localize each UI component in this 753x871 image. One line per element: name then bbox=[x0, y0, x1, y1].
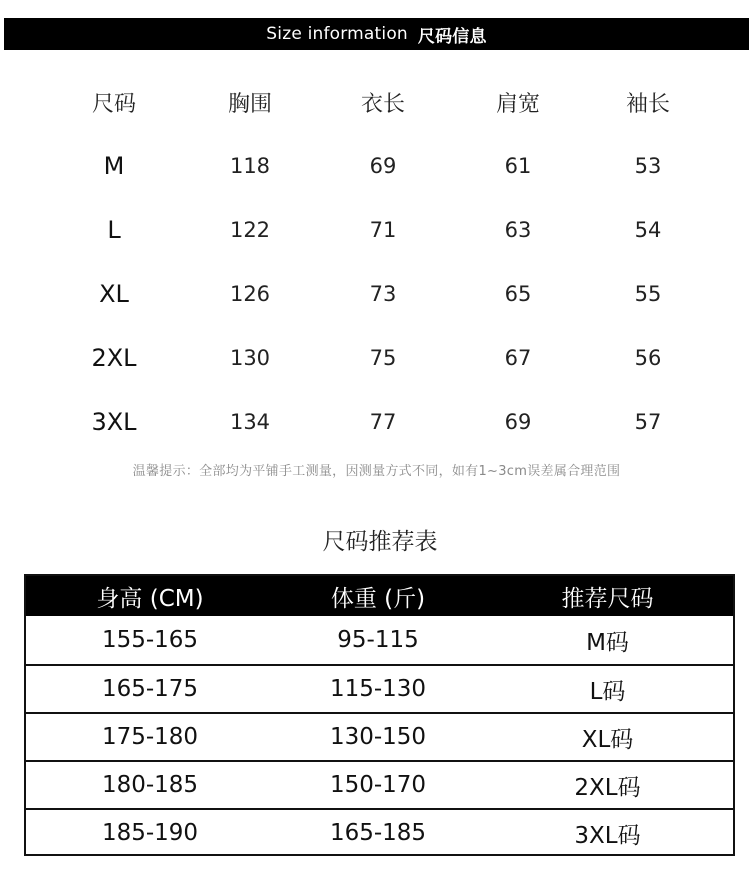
header-weight: 体重 (斤) bbox=[330, 585, 426, 612]
weight-value: 95-115 bbox=[337, 627, 419, 653]
header-chest: 胸围 bbox=[227, 91, 272, 117]
table-row bbox=[0, 326, 753, 390]
table-row bbox=[0, 262, 753, 326]
height-value: 155-165 bbox=[101, 627, 199, 653]
height-value: 180-185 bbox=[101, 772, 199, 798]
size-label: L bbox=[107, 216, 121, 244]
chest-value: 126 bbox=[229, 282, 271, 306]
recommend-table-header bbox=[26, 576, 733, 616]
shoulder-value: 63 bbox=[504, 218, 532, 242]
size-info-banner bbox=[4, 18, 749, 50]
table-row bbox=[26, 760, 733, 808]
table-row bbox=[0, 198, 753, 262]
recommended-size-value: XL码 bbox=[581, 726, 634, 753]
sleeve-value: 56 bbox=[634, 346, 662, 370]
chest-value: 122 bbox=[229, 218, 271, 242]
recommended-size-value: 2XL码 bbox=[574, 774, 641, 801]
size-label: 3XL bbox=[91, 408, 137, 436]
recommend-table-body bbox=[26, 616, 733, 856]
recommended-size-value: 3XL码 bbox=[574, 822, 641, 849]
weight-value: 130-150 bbox=[329, 724, 427, 750]
weight-value: 150-170 bbox=[329, 772, 427, 798]
shoulder-value: 69 bbox=[504, 410, 532, 434]
size-label: M bbox=[103, 152, 125, 180]
size-label: 2XL bbox=[91, 344, 137, 372]
recommend-title: 尺码推荐表 bbox=[322, 529, 438, 555]
chest-value: 130 bbox=[229, 346, 271, 370]
chest-value: 118 bbox=[229, 154, 271, 178]
header-size: 尺码 bbox=[91, 91, 136, 117]
recommended-size-value: L码 bbox=[589, 678, 626, 705]
size-label: XL bbox=[99, 280, 129, 308]
header-height: 身高 (CM) bbox=[96, 585, 204, 612]
length-value: 77 bbox=[369, 410, 397, 434]
height-value: 175-180 bbox=[101, 724, 199, 750]
height-value: 185-190 bbox=[101, 820, 199, 846]
sleeve-value: 53 bbox=[634, 154, 662, 178]
banner-title-en: Size information bbox=[266, 24, 408, 44]
banner-title-zh: 尺码信息 bbox=[417, 26, 487, 47]
table-row bbox=[26, 616, 733, 664]
sleeve-value: 57 bbox=[634, 410, 662, 434]
height-value: 165-175 bbox=[101, 676, 199, 702]
header-shoulder: 肩宽 bbox=[495, 91, 540, 117]
size-table-header bbox=[0, 70, 753, 134]
weight-value: 115-130 bbox=[329, 676, 427, 702]
table-row bbox=[0, 390, 753, 454]
length-value: 69 bbox=[369, 154, 397, 178]
header-sleeve: 袖长 bbox=[625, 91, 670, 117]
measurement-note: 温馨提示：全部均为平铺手工测量，因测量方式不同，如有1~3cm误差属合理范围 bbox=[132, 464, 621, 479]
header-recommended-size: 推荐尺码 bbox=[561, 585, 654, 612]
recommend-table bbox=[24, 574, 735, 856]
chest-value: 134 bbox=[229, 410, 271, 434]
table-row bbox=[26, 808, 733, 856]
length-value: 73 bbox=[369, 282, 397, 306]
table-row bbox=[0, 134, 753, 198]
shoulder-value: 65 bbox=[504, 282, 532, 306]
header-length: 衣长 bbox=[360, 91, 405, 117]
recommended-size-value: M码 bbox=[586, 629, 629, 656]
sleeve-value: 54 bbox=[634, 218, 662, 242]
length-value: 75 bbox=[369, 346, 397, 370]
weight-value: 165-185 bbox=[329, 820, 427, 846]
shoulder-value: 61 bbox=[504, 154, 532, 178]
shoulder-value: 67 bbox=[504, 346, 532, 370]
table-row bbox=[26, 712, 733, 760]
sleeve-value: 55 bbox=[634, 282, 662, 306]
size-table bbox=[0, 70, 753, 454]
table-row bbox=[26, 664, 733, 712]
length-value: 71 bbox=[369, 218, 397, 242]
